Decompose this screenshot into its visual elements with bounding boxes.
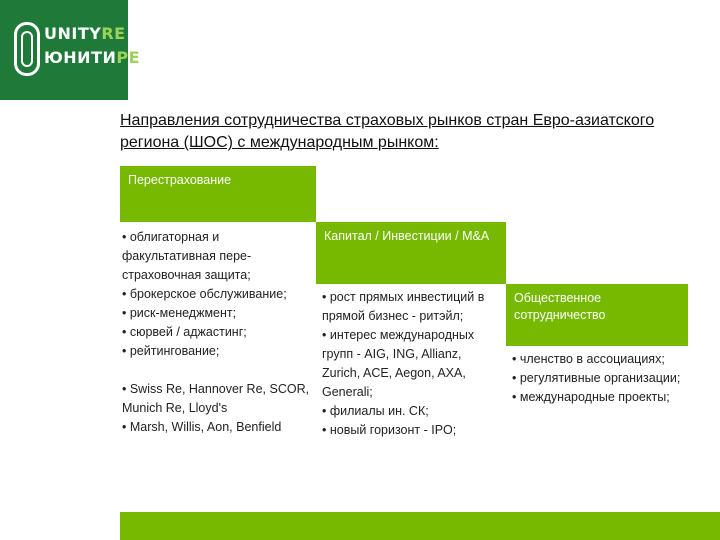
list-item: • регулятивные организации; [512,371,681,385]
column-body-reinsurance [122,228,314,437]
list-item: • сюрвей / аджастинг; [122,325,247,339]
column-body-public [512,350,682,407]
page-title: Направления сотрудничества страховых рынков стран Евро-азиатского региона (ШОС) с международным рынком: [120,112,655,151]
column-header-capital: Капитал / Инвестиции / M&A [316,222,506,284]
list-item: • риск-менеджмент; [122,306,237,320]
list-item: • рейтингование; [122,344,220,358]
bottom-accent-bar [120,512,720,540]
column-header-reinsurance: Перестрахование [120,166,316,222]
logo-panel [0,0,141,100]
list-item: • членство в ассоциациях; [512,352,665,366]
list-item: • международные проекты; [512,390,670,404]
logo-text-bottom: ЮНИТИРЕ [44,48,141,67]
list-item: • Swiss Re, Hannover Re, SCOR, Munich Re, Lloyd's [122,382,310,415]
column-body-capital [322,288,502,440]
spacer [122,361,314,380]
logo-text-top: UNITYRE [44,24,126,43]
list-item: • Marsh, Willis, Aon, Benfield [122,420,282,434]
list-item: • облигаторная и факультативная пере-страховочная защита; [122,230,252,282]
list-item: • новый горизонт - IPO; [322,423,457,437]
column-header-public: Общественное сотрудничество [506,284,688,346]
list-item: • интерес международных групп - AIG, ING, Allianz, Zurich, ACE, Aegon, AXA, Generali; [322,328,475,399]
list-item: • брокерское обслуживание; [122,287,287,301]
list-item: • филиалы ин. СК; [322,404,429,418]
list-item: • рост прямых инвестиций в прямой бизнес - ритэйл; [322,290,485,323]
logo-mark-icon [14,22,40,76]
